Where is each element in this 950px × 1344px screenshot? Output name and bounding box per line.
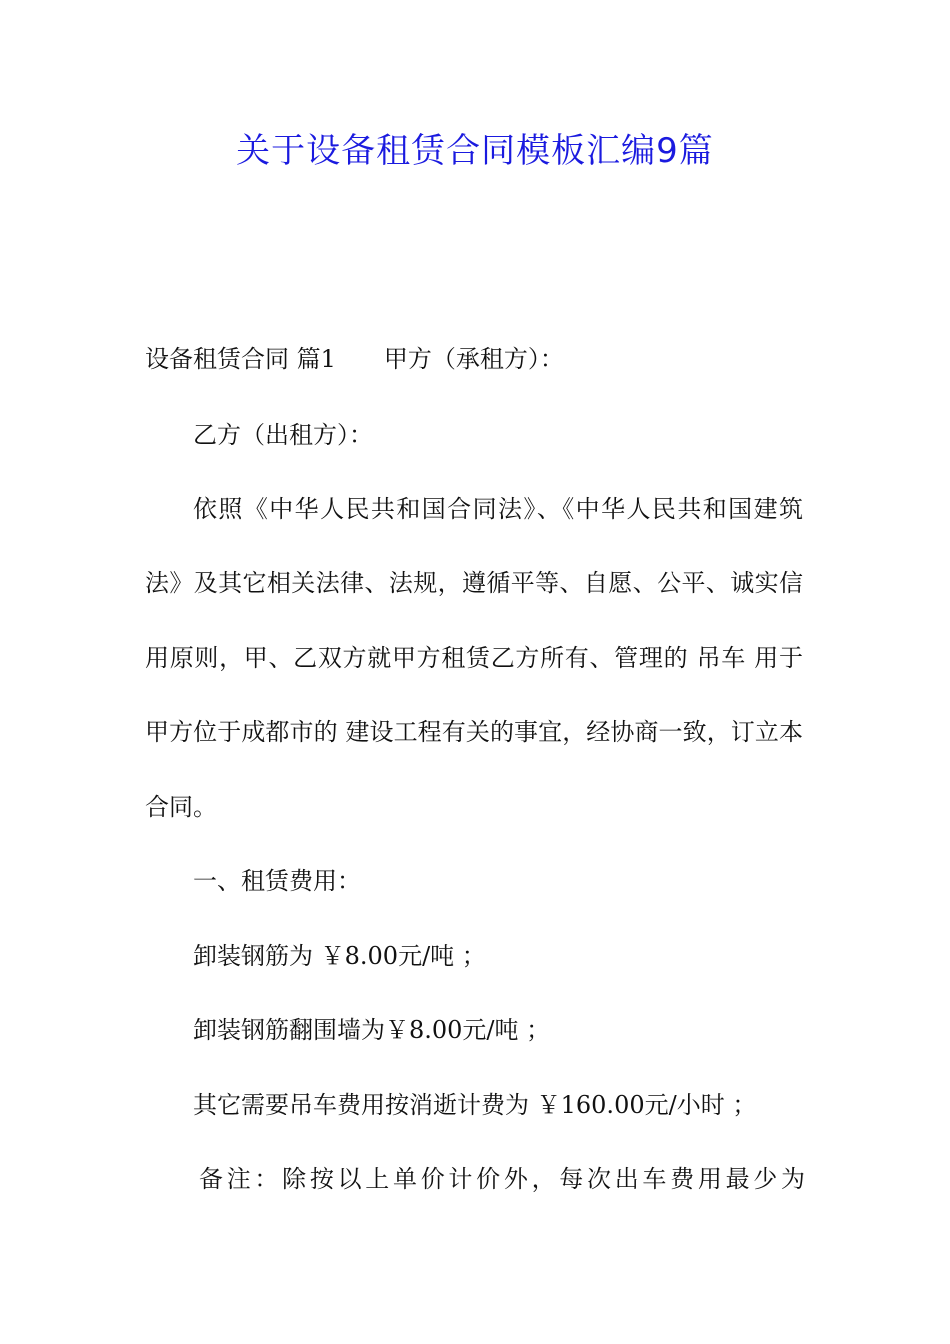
fee-line: 卸装钢筋为 ￥8.00元/吨 ； — [193, 942, 486, 970]
fee-line: 其它需要吊车费用按消逝计费为 ￥160.00元/小时 ； — [193, 1091, 757, 1119]
section-heading: 设备租赁合同 篇1 — [145, 345, 336, 373]
paragraph-line: 用原则，甲、乙双方就甲方租赁乙方所有、管理的 吊车 用于 — [145, 644, 803, 672]
document-title: 关于设备租赁合同模板汇编9篇 — [236, 131, 714, 171]
section-heading-line — [145, 343, 825, 375]
section-one-title: 一、租赁费用： — [193, 867, 361, 895]
paragraph-line: 甲方位于成都市的 建设工程有关的事宜，经协商一致，订立本 — [145, 718, 803, 746]
fee-line: 卸装钢筋翻围墙为￥8.00元/吨 ； — [193, 1016, 551, 1044]
note-line: 备注：除按以上单价计价外，每次出车费用最少为 — [199, 1165, 805, 1193]
paragraph-line: 合同。 — [145, 793, 217, 821]
party-a-label: 甲方（承租方）： — [383, 345, 564, 373]
paragraph-line: 法》及其它相关法律、法规，遵循平等、自愿、公平、诚实信 — [145, 569, 803, 597]
paragraph-line: 依照《中华人民共和国合同法》、《中华人民共和国建筑 — [193, 495, 803, 523]
party-b-label: 乙方（出租方）： — [193, 421, 373, 449]
